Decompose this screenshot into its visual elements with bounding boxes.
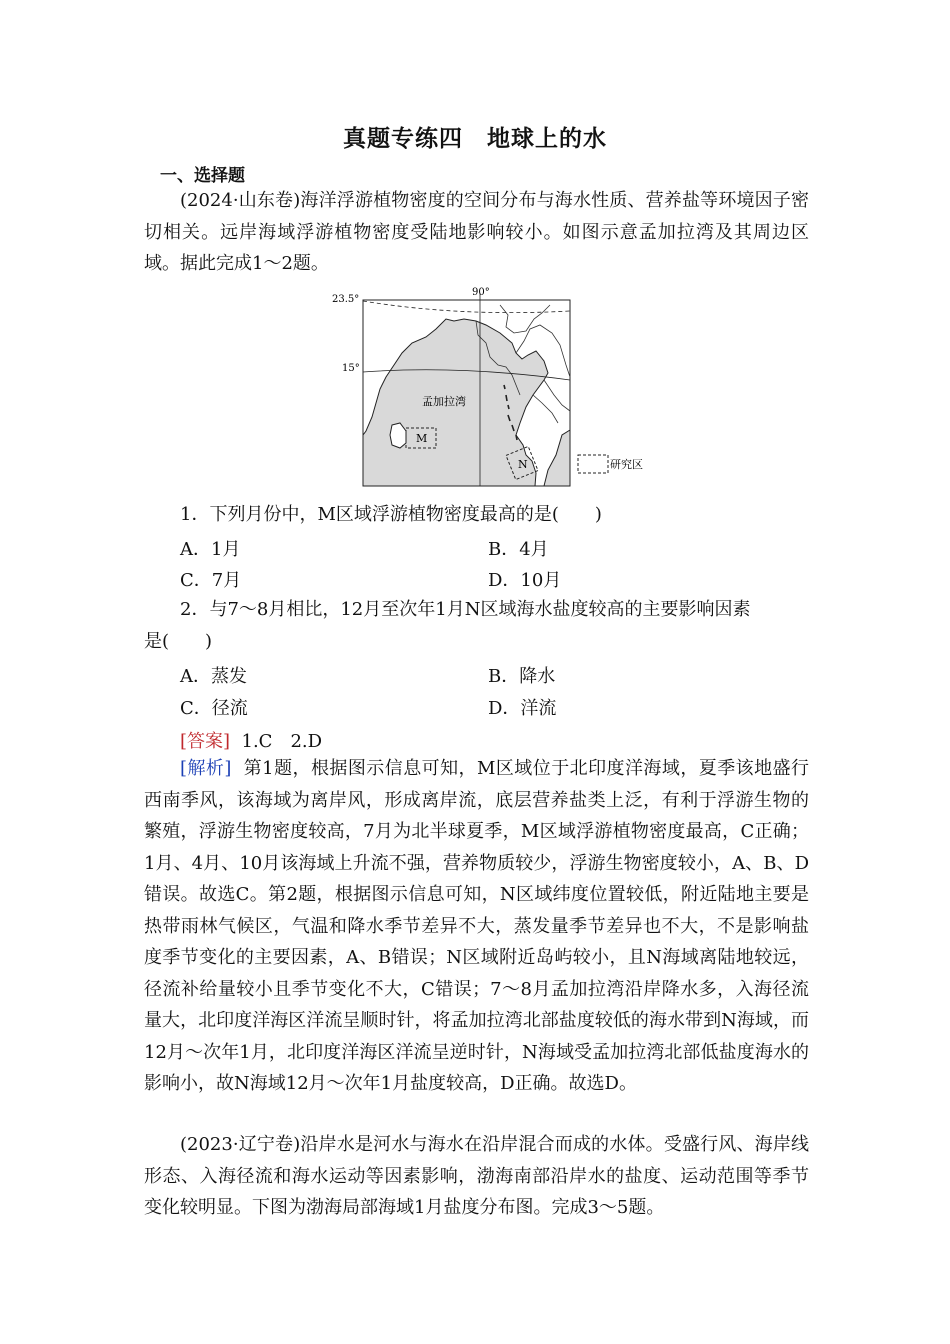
q2-option-d: D．洋流 bbox=[488, 698, 557, 719]
q1-option-c: C．7月 bbox=[180, 570, 242, 591]
legend-label: 研究区 bbox=[610, 458, 643, 471]
q2-option-a: A．蒸发 bbox=[180, 666, 247, 687]
q2-option-c: C．径流 bbox=[180, 698, 248, 719]
intro-paragraph-2 bbox=[144, 1129, 809, 1224]
analysis-tag: [解析] bbox=[180, 758, 232, 779]
q1-option-a: A．1月 bbox=[180, 539, 241, 560]
question-2-stem-line1: 2．与7～8月相比，12月至次年1月N区域海水盐度较高的主要影响因素 bbox=[180, 599, 751, 620]
label-m: M bbox=[416, 432, 428, 445]
label-90: 90° bbox=[472, 287, 490, 298]
question-2-stem-line2: 是( ) bbox=[144, 631, 213, 652]
intro-paragraph-1 bbox=[144, 185, 809, 280]
intro-text-2: 沿岸水是河水与海水在沿岸混合而成的水体。受盛行风、海岸线形态、入海径流和海水运动等因素影响，渤海南部沿岸水的盐度、运动范围等季节变化较明显。下图为渤海局部海域1月盐度分布图。完成3～5题。 bbox=[144, 1134, 810, 1218]
analysis-paragraph bbox=[144, 753, 809, 1100]
answer-tag: [答案] bbox=[180, 731, 231, 752]
answer-text: 1.C 2.D bbox=[241, 731, 323, 752]
source-tag: (2024·山东卷) bbox=[180, 190, 301, 211]
page-title: 真题专练四 地球上的水 bbox=[343, 125, 607, 152]
label-15: 15° bbox=[342, 363, 360, 374]
bay-of-bengal-map bbox=[330, 285, 670, 490]
legend-box bbox=[578, 455, 608, 473]
q1-option-b: B．4月 bbox=[488, 539, 549, 560]
analysis-text: 第1题，根据图示信息可知，M区域位于北印度洋海域，夏季该地盛行西南季风，该海域为离岸风，形成离岸流，底层营养盐类上泛，有利于浮游生物的繁殖，浮游生物密度较高，7月为北半球夏季，M区域浮游植物密度最高，C正确；1月、4月、10月该海域上升流不强，营养物质较少，浮游生物密度较小，A、B、D错误。故选C。第2题，根据图示信息可知，N区域纬度位置较低，附近陆地主要是热带雨林气候区，气温和降水季节差异不大，蒸发量季节差异也不大，不是影响盐度季节变化的主要因素，A、B错误；N区域附近岛屿较小，且N海域离陆地较远，径流补给量较小且季节变化不大，C错误；7～8月孟加拉湾沿岸降水多，入海径流量大，北印度洋海区洋流呈顺时针，将孟加拉湾北部盐度较低的海水带到N海域，而12月～次年1月，北印度洋海区洋流呈逆时针，N海域受孟加拉湾北部低盐度海水的影响小，故N海域12月～次年1月盐度较高，D正确。故选D。 bbox=[144, 758, 809, 1094]
bay-label: 孟加拉湾 bbox=[422, 395, 466, 408]
label-23-5: 23.5° bbox=[332, 294, 360, 305]
label-n: N bbox=[518, 458, 528, 471]
q2-option-b: B．降水 bbox=[488, 666, 556, 687]
question-1-stem: 1．下列月份中，M区域浮游植物密度最高的是( ) bbox=[180, 504, 602, 525]
intro-text: 海洋浮游植物密度的空间分布与海水性质、营养盐等环境因子密切相关。远岸海域浮游植物密度受陆地影响较小。如图示意孟加拉湾及其周边区域。据此完成1～2题。 bbox=[144, 190, 810, 274]
q1-option-d: D．10月 bbox=[488, 570, 562, 591]
section-heading: 一、选择题 bbox=[160, 166, 245, 186]
answer-line bbox=[180, 727, 322, 753]
source-tag-2: (2023·辽宁卷) bbox=[180, 1134, 301, 1155]
